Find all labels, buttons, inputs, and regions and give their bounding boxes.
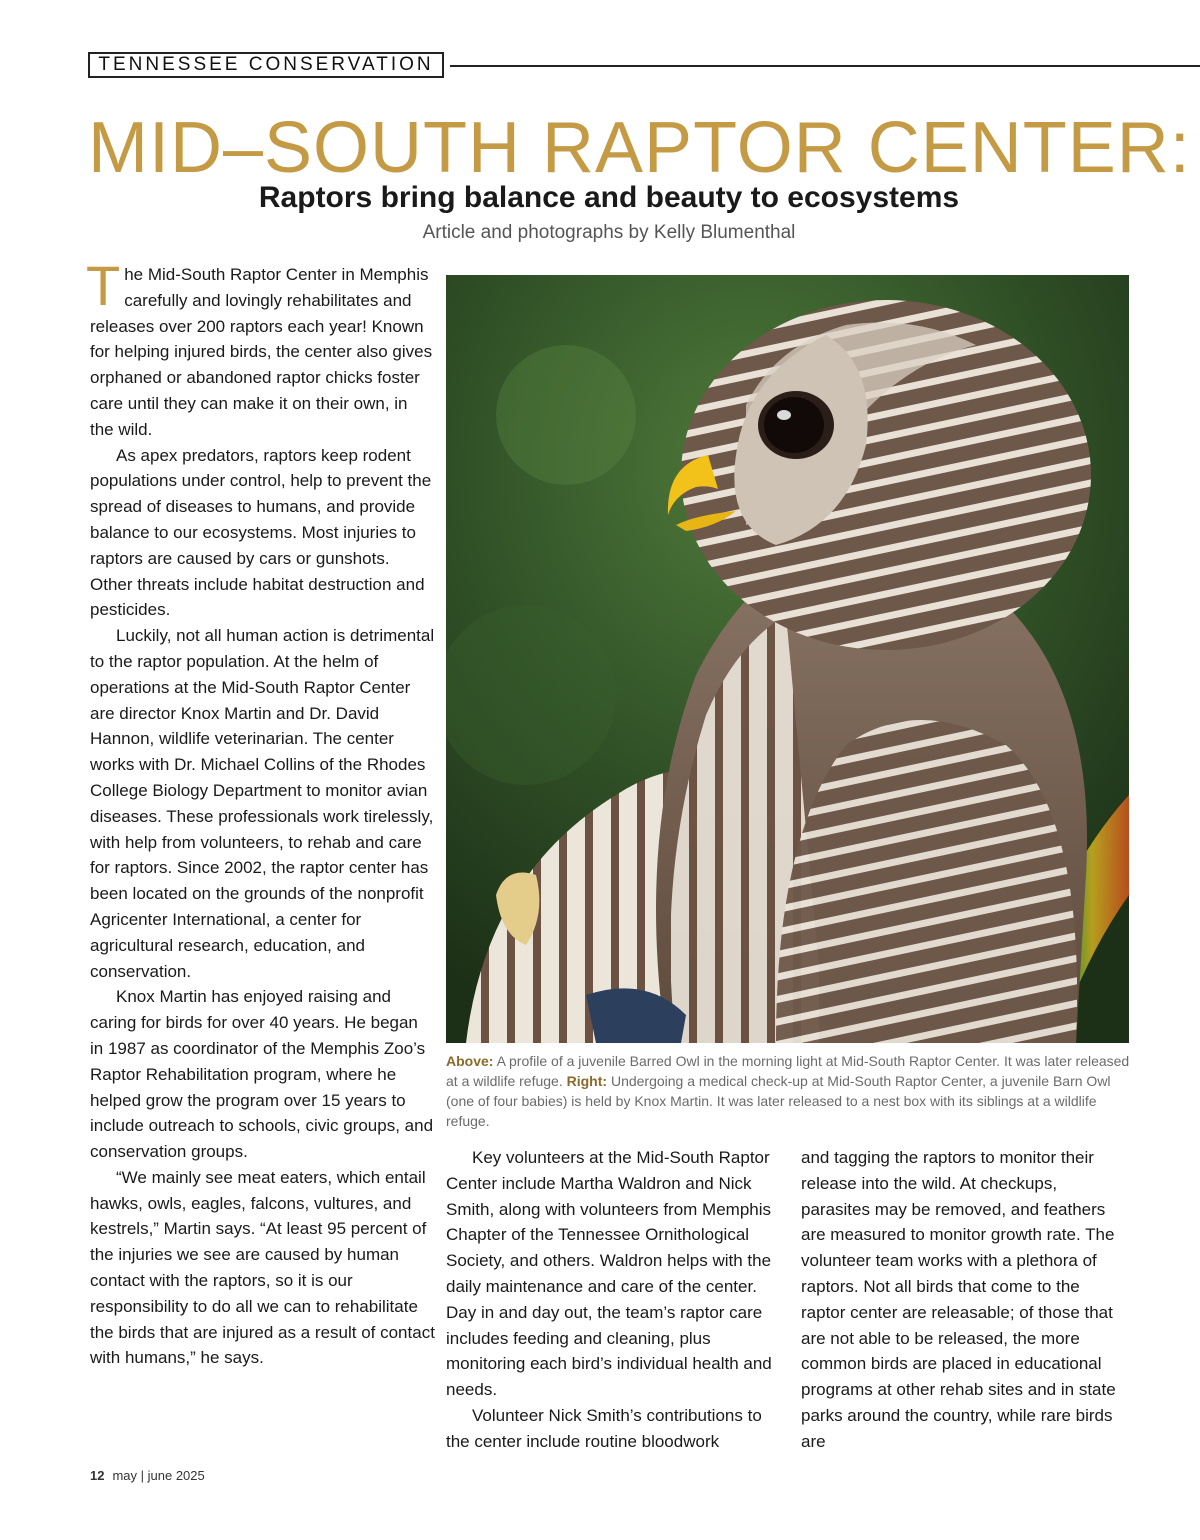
caption-label-right: Right: [566, 1073, 608, 1089]
paragraph-text: he Mid-South Raptor Center in Memphis carefully and lovingly rehabilitates and releases over 200 raptors each year! Known for helping injured birds, the center also gives orphaned or abandoned raptor chicks foster care until they can make it on their own, in the wild. [90, 265, 433, 439]
photo-caption [446, 1051, 1136, 1131]
caption-text-above: A profile of a juvenile Barred Owl in the morning light at Mid-South Raptor Center. It was later released at a wildlife refuge. [446, 1053, 1130, 1089]
kicker-rule [450, 65, 1200, 67]
drop-cap: T [86, 254, 121, 317]
article-paragraph: As apex predators, raptors keep rodent populations under control, help to prevent the spread of diseases to humans, and provide balance to our ecosystems. Most injuries to raptors are caused by cars or gunshots. Other threats include habitat destruction and pesticides. [90, 445, 432, 620]
article-column-right [801, 1145, 1126, 1455]
article-paragraph: Luckily, not all human action is detrimental to the raptor population. At the helm of operations at the Mid-South Raptor Center are director Knox Martin and Dr. David Hannon, wildlife veterinarian. The center works with Dr. Michael Collins of the Rhodes College Biology Department to monitor avian diseases. These professionals work tirelessly, with help from volunteers, to rehab and care for raptors. Since 2002, the raptor center has been located on the grounds of the nonprofit Agricenter International, a center for agricultural research, education, and conservation. [90, 626, 435, 981]
article-column-middle [446, 1145, 774, 1455]
article-byline: Article and photographs by Kelly Blumenthal [422, 222, 796, 243]
article-title: MID–SOUTH RAPTOR CENTER: [88, 108, 1191, 188]
section-kicker-label: TENNESSEE CONSERVATION [98, 54, 434, 75]
article-paragraph [86, 254, 435, 443]
article-paragraph: and tagging the raptors to monitor their release into the wild. At checkups, parasites may be removed, and feathers are measured to monitor growth rate. The volunteer team works with a plethora of raptors. Not all birds that come to the raptor center are releasable; of those that are not able to be released, the more common birds are placed in educational programs at other rehab sites and in state parks around the country, while rare birds are [801, 1148, 1116, 1451]
caption-text-right: Undergoing a medical check-up at Mid-South Raptor Center, a juvenile Barn Owl (one of four babies) is held by Knox Martin. It was later released to a nest box with its siblings at a wildlife refuge. [446, 1073, 1111, 1129]
article-paragraph: “We mainly see meat eaters, which entail hawks, owls, eagles, falcons, vultures, and kestrels,” Martin says. “At least 95 percent of the injuries we see are caused by human contact with the raptors, so it is our responsibility to do all we can to rehabilitate the birds that are injured as a result of contact with humans,” he says. [90, 1167, 435, 1368]
issue-date: may | june 2025 [112, 1468, 205, 1483]
caption-label-above: Above: [446, 1053, 494, 1069]
article-paragraph: Knox Martin has enjoyed raising and caring for birds for over 40 years. He began in 1987 as coordinator of the Memphis Zoo’s Raptor Rehabilitation program, where he helped grow the program over 15 years to include outreach to schools, civic groups, and conservation groups. [90, 987, 434, 1162]
article-subtitle: Raptors bring balance and beauty to ecosystems [258, 181, 960, 214]
page-folio [90, 1468, 205, 1483]
article-column-left [86, 254, 435, 1371]
article-paragraph: Key volunteers at the Mid-South Raptor Center include Martha Waldron and Nick Smith, along with volunteers from Memphis Chapter of the Tennessee Ornithological Society, and others. Waldron helps with the daily maintenance and care of the center. Day in and day out, the team’s raptor care includes feeding and cleaning, plus monitoring each bird’s individual health and needs. [446, 1148, 772, 1400]
section-kicker [88, 52, 444, 78]
barred-owl-photo [446, 275, 1129, 1043]
article-paragraph: Volunteer Nick Smith’s contributions to the center include routine bloodwork [446, 1405, 762, 1451]
page-number: 12 [90, 1468, 105, 1483]
